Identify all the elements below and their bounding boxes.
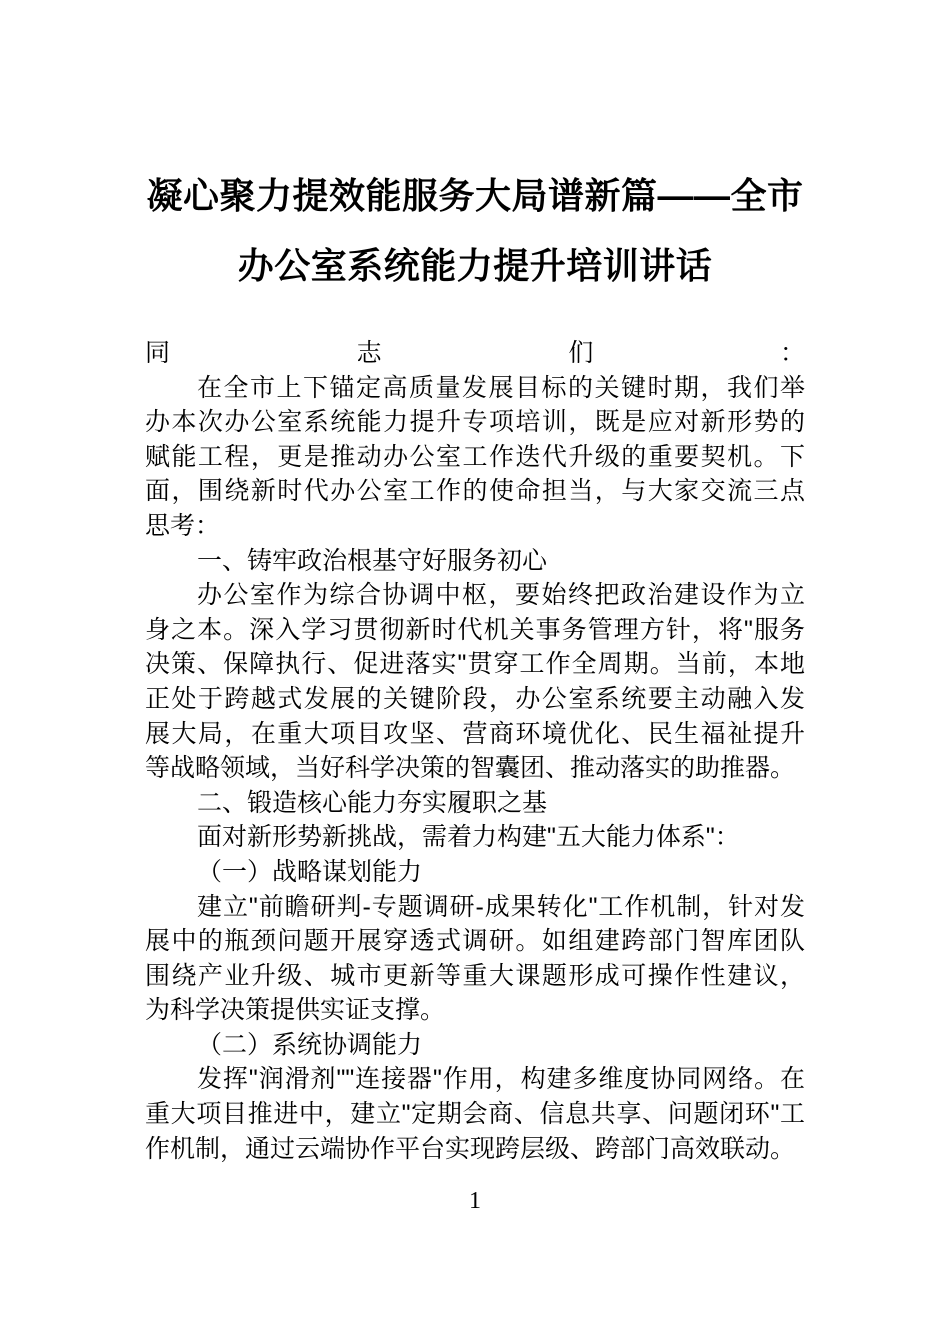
text-line: 在全市上下锚定高质量发展目标的关键时期，我们举: [197, 373, 805, 402]
text-line: 身之本。深入学习贯彻新时代机关事务管理方针，将"服务: [145, 615, 805, 644]
text-line: 作机制，通过云端协作平台实现跨层级、跨部门高效联动。: [145, 1134, 796, 1163]
paragraph: [145, 820, 805, 855]
text-line: 发挥"润滑剂""连接器"作用，构建多维度协同网络。在: [197, 1065, 805, 1094]
paragraph: [145, 371, 805, 544]
text-line: 建立"前瞻研判-专题调研-成果转化"工作机制，针对发: [197, 892, 805, 921]
text-line: 等战略领域，当好科学决策的智囊团、推动落实的助推器。: [145, 754, 796, 783]
text-line: 一、铸牢政治根基守好服务初心: [197, 546, 548, 575]
text-line: 围绕产业升级、城市更新等重大课题形成可操作性建议，: [145, 961, 805, 990]
text-line: 思考：: [145, 511, 221, 540]
text-line: 重大项目推进中，建立"定期会商、信息共享、问题闭环"工: [145, 1100, 805, 1129]
text-line: 赋能工程，更是推动办公室工作迭代升级的重要契机。下: [145, 442, 805, 471]
document-title-line-1: 凝心聚力提效能服务大局谱新篇——全市: [146, 175, 804, 216]
section-heading: [145, 786, 805, 821]
text-line: 办公室作为综合协调中枢，要始终把政治建设作为立: [197, 581, 805, 610]
page-number: 1: [469, 1188, 481, 1214]
paragraph: [145, 890, 805, 1028]
text-line: 正处于跨越式发展的关键阶段，办公室系统要主动融入发: [145, 684, 805, 713]
paragraph: [145, 1062, 805, 1166]
section-heading: [145, 855, 805, 890]
section-heading: [145, 544, 805, 579]
document-title-line-2: 办公室系统能力提升培训讲话: [237, 245, 713, 286]
text-line: 为科学决策提供实证支撑。: [145, 996, 446, 1025]
paragraph: [145, 578, 805, 786]
text-line: 展大局，在重大项目攻坚、营商环境优化、民生福祉提升: [145, 719, 805, 748]
text-line: 二、锻造核心能力夯实履职之基: [197, 788, 548, 817]
text-line: 面，围绕新时代办公室工作的使命担当，与大家交流三点: [145, 477, 805, 506]
text-line: （二）系统协调能力: [197, 1030, 423, 1059]
text-line: 面对新形势新挑战，需着力构建"五大能力体系"：: [197, 823, 740, 852]
text-line: （一）战略谋划能力: [197, 857, 423, 886]
document-body: [145, 336, 805, 1166]
text-line: 办本次办公室系统能力提升专项培训，既是应对新形势的: [145, 408, 805, 437]
salutation: 同志们：: [145, 339, 805, 367]
text-line: 展中的瓶颈问题开展穿透式调研。如组建跨部门智库团队: [145, 927, 805, 956]
text-line: 决策、保障执行、促进落实"贯穿工作全周期。当前，本地: [145, 650, 805, 679]
section-heading: [145, 1028, 805, 1063]
